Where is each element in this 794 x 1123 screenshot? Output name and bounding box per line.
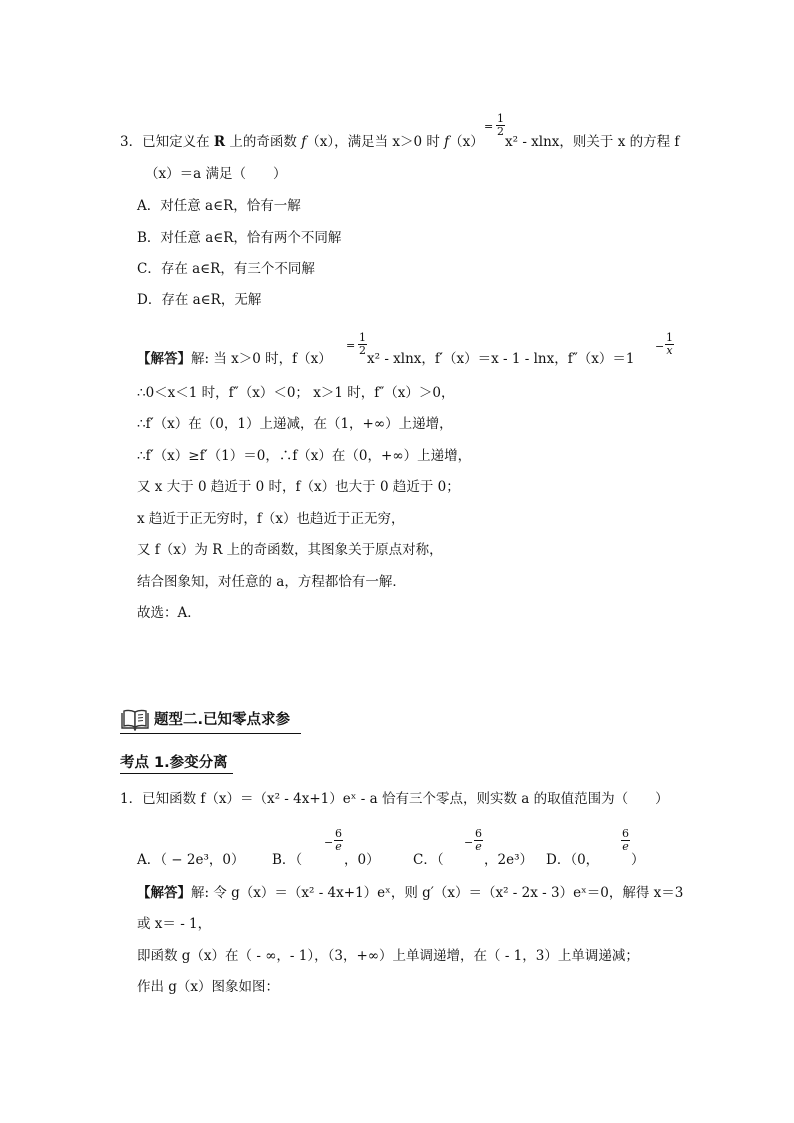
q3-f: f — [301, 134, 307, 150]
section-subtitle: 考点 1.参变分离 — [120, 755, 228, 771]
sol3-frac2-den: x — [666, 344, 673, 357]
sol3-tag: 【解答】 — [137, 351, 191, 367]
q3-stem-line1 — [120, 133, 484, 151]
sol3-minus: − — [655, 340, 665, 353]
q3-stem-c: ，则关于 x 的方程 f — [559, 134, 680, 150]
sol3-line1 — [137, 350, 332, 368]
q3-fraction — [496, 113, 505, 138]
q3-R: R — [213, 134, 226, 150]
sol3-frac2-num: 1 — [666, 331, 673, 344]
q1-option-b-den: e — [335, 840, 342, 853]
sol1-l1: 解: 令 g（x）＝（x² - 4x+1）eˣ，则 g′（x）＝（x² - 2x - 3）eˣ＝0，解得 x＝3 — [191, 885, 684, 901]
q1-option-c-fraction — [474, 828, 483, 853]
sol3-frac-den: 2 — [359, 344, 366, 357]
sol1-line1 — [137, 884, 683, 902]
q1-option-c-den: e — [475, 840, 482, 853]
q3-stem-b: 上的奇函数 — [225, 134, 302, 150]
q3-stem-a: 3．已知定义在 — [120, 134, 214, 150]
book-icon — [120, 709, 150, 735]
q3-expr: x² - xlnx — [505, 134, 560, 150]
sol3-line5: 又 x 大于 0 趋近于 0 时，f（x）也大于 0 趋近于 0； — [137, 479, 460, 495]
q1-option-b-minus: − — [324, 836, 334, 849]
q1-option-c-post: ，2e³） — [484, 852, 533, 868]
sol3-line4: ∴f′（x）≥f′（1）＝0，∴f（x）在（0，+∞）上递增， — [137, 448, 472, 464]
q1-option-c-num: 6 — [475, 827, 482, 840]
q3-x1: （x），满足当 x＞0 时 — [306, 134, 445, 150]
q3-x2: （x） — [449, 134, 484, 150]
q3-frac-den: 2 — [497, 125, 504, 138]
sol3-line2: ∴0＜x＜1 时，f″（x）＜0； x＞1 时，f″（x）＞0， — [137, 385, 455, 401]
q3-f2: f — [444, 134, 450, 150]
subtitle-underline — [120, 773, 233, 774]
sol3-l1-a: 解: 当 x＞0 时，f（x） — [191, 351, 332, 367]
q1-option-b-post: ，0） — [344, 852, 380, 868]
q1-option-d-num: 6 — [622, 827, 629, 840]
sol3-l1-b: x² - xlnx，f′（x）＝x - 1 - lnx，f″（x）＝1 — [367, 351, 635, 367]
sol1-line4: 作出 g（x）图象如图： — [137, 979, 280, 995]
q1-option-d-post: ） — [631, 852, 645, 868]
sol1-tag: 【解答】 — [137, 885, 191, 901]
q1-stem: 1．已知函数 f（x）＝（x² - 4x+1）eˣ - a 恰有三个零点，则实数 a 的取值范围为（ ） — [120, 791, 669, 807]
q1-option-a: A．（ − 2e³，0） — [137, 852, 245, 868]
q1-option-c-minus: − — [464, 836, 474, 849]
q3-option-a: A．对任意 a∈R，恰有一解 — [137, 198, 301, 214]
sol1-line3: 即函数 g（x）在（ - ∞，- 1），（3，+∞）上单调递增，在（ - 1，3）上单调递减； — [137, 948, 639, 964]
sol1-line2: 或 x＝ - 1， — [137, 916, 212, 932]
q3-option-c: C．存在 a∈R，有三个不同解 — [137, 261, 315, 277]
sol3-fraction — [358, 332, 367, 357]
sol3-line6: x 趋近于正无穷时，f（x）也趋近于正无穷， — [137, 511, 405, 527]
sol3-line7: 又 f（x）为 R 上的奇函数，其图象关于原点对称， — [137, 542, 443, 558]
q1-option-b-fraction — [334, 828, 343, 853]
q1-option-b-num: 6 — [335, 827, 342, 840]
q1-option-b-pre: B．（ — [272, 852, 303, 868]
q1-option-d-den: e — [622, 840, 629, 853]
q3-option-b: B．对任意 a∈R，恰有两个不同解 — [137, 230, 342, 246]
q3-frac-num: 1 — [497, 112, 504, 125]
sol3-eq-sign: = — [346, 339, 356, 352]
q3-stem-line2: （x）＝a 满足（ ） — [145, 166, 287, 182]
section-underline — [120, 733, 301, 734]
sol3-line8: 结合图象知，对任意的 a，方程都恰有一解． — [137, 574, 406, 590]
q3-stem-tail — [505, 133, 679, 151]
sol3-line3: ∴f′（x）在（0，1）上递减，在（1，+∞）上递增， — [137, 416, 453, 432]
q1-option-d-fraction — [621, 828, 630, 853]
section-title: 题型二.已知零点求参 — [154, 712, 291, 728]
sol3-frac-num: 1 — [359, 331, 366, 344]
q3-option-d: D．存在 a∈R，无解 — [137, 292, 262, 308]
q1-option-d-pre: D．（0， — [546, 852, 600, 868]
sol3-fraction2 — [665, 332, 674, 357]
q1-option-c-pre: C．（ — [413, 852, 444, 868]
sol3-line9: 故选：A． — [137, 605, 201, 621]
q3-eq-sign: = — [484, 120, 494, 133]
